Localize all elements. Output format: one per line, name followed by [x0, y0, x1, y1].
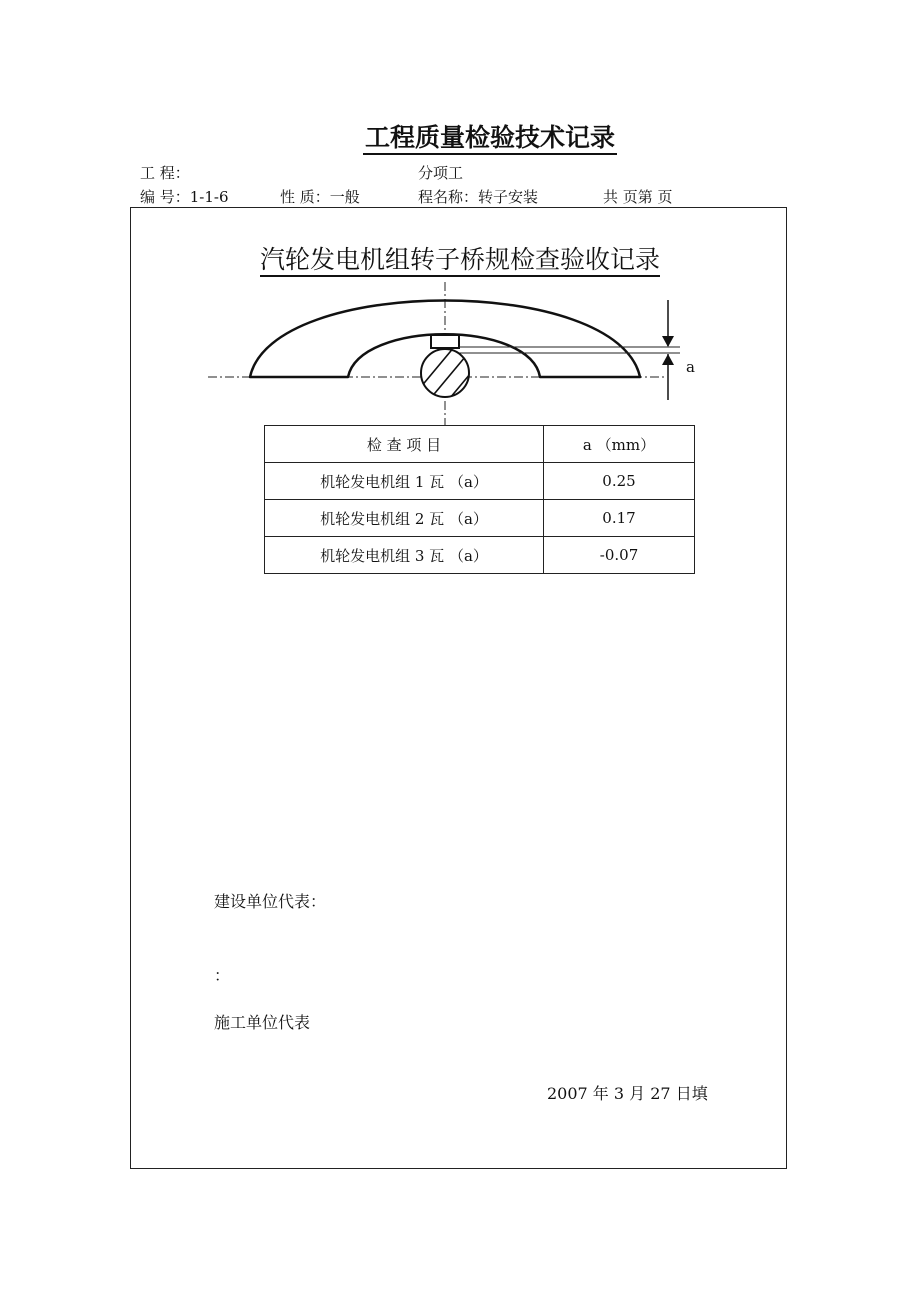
colon-mark: ： [214, 966, 231, 985]
table-header-row [265, 426, 695, 463]
inspection-table [264, 425, 695, 574]
fill-date: 2007 年 3 月 27 日填 [547, 1084, 708, 1103]
table-row [265, 463, 695, 500]
table-cell-value: 0.25 [544, 463, 695, 500]
dimension-label: a [686, 358, 695, 376]
nature-label: 性 质：一般 [280, 188, 360, 206]
project-label: 工 程： [140, 164, 190, 182]
arrow-head-down-icon [662, 336, 674, 347]
table-cell-item: 机轮发电机组 2 瓦 （a） [265, 500, 544, 537]
gauge-block [431, 335, 459, 348]
table-row [265, 537, 695, 574]
sub-project-label-top: 分项工 [418, 164, 464, 182]
number-label: 编 号：1-1-6 [140, 188, 229, 206]
table-header-item: 检 查 项 目 [265, 426, 544, 463]
rotor-bridge-gauge-diagram [0, 0, 920, 440]
table-row [265, 500, 695, 537]
owner-representative-label: 建设单位代表： [214, 892, 327, 911]
table-cell-value: 0.17 [544, 500, 695, 537]
record-title-text: 汽轮发电机组转子桥规检查验收记录 [260, 245, 660, 277]
table-cell-item: 机轮发电机组 3 瓦 （a） [265, 537, 544, 574]
table-header-value: a （mm） [544, 426, 695, 463]
sub-project-name-label: 程名称：转子安装 [418, 188, 539, 206]
document-title-text: 工程质量检验技术记录 [363, 123, 617, 155]
page-count-label: 共 页第 页 [603, 188, 673, 206]
builder-representative-label: 施工单位代表 [214, 1013, 311, 1032]
arrow-head-up-icon [662, 354, 674, 365]
rotor-shaft [421, 349, 469, 397]
table-cell-item: 机轮发电机组 1 瓦 （a） [265, 463, 544, 500]
table-cell-value: -0.07 [544, 537, 695, 574]
